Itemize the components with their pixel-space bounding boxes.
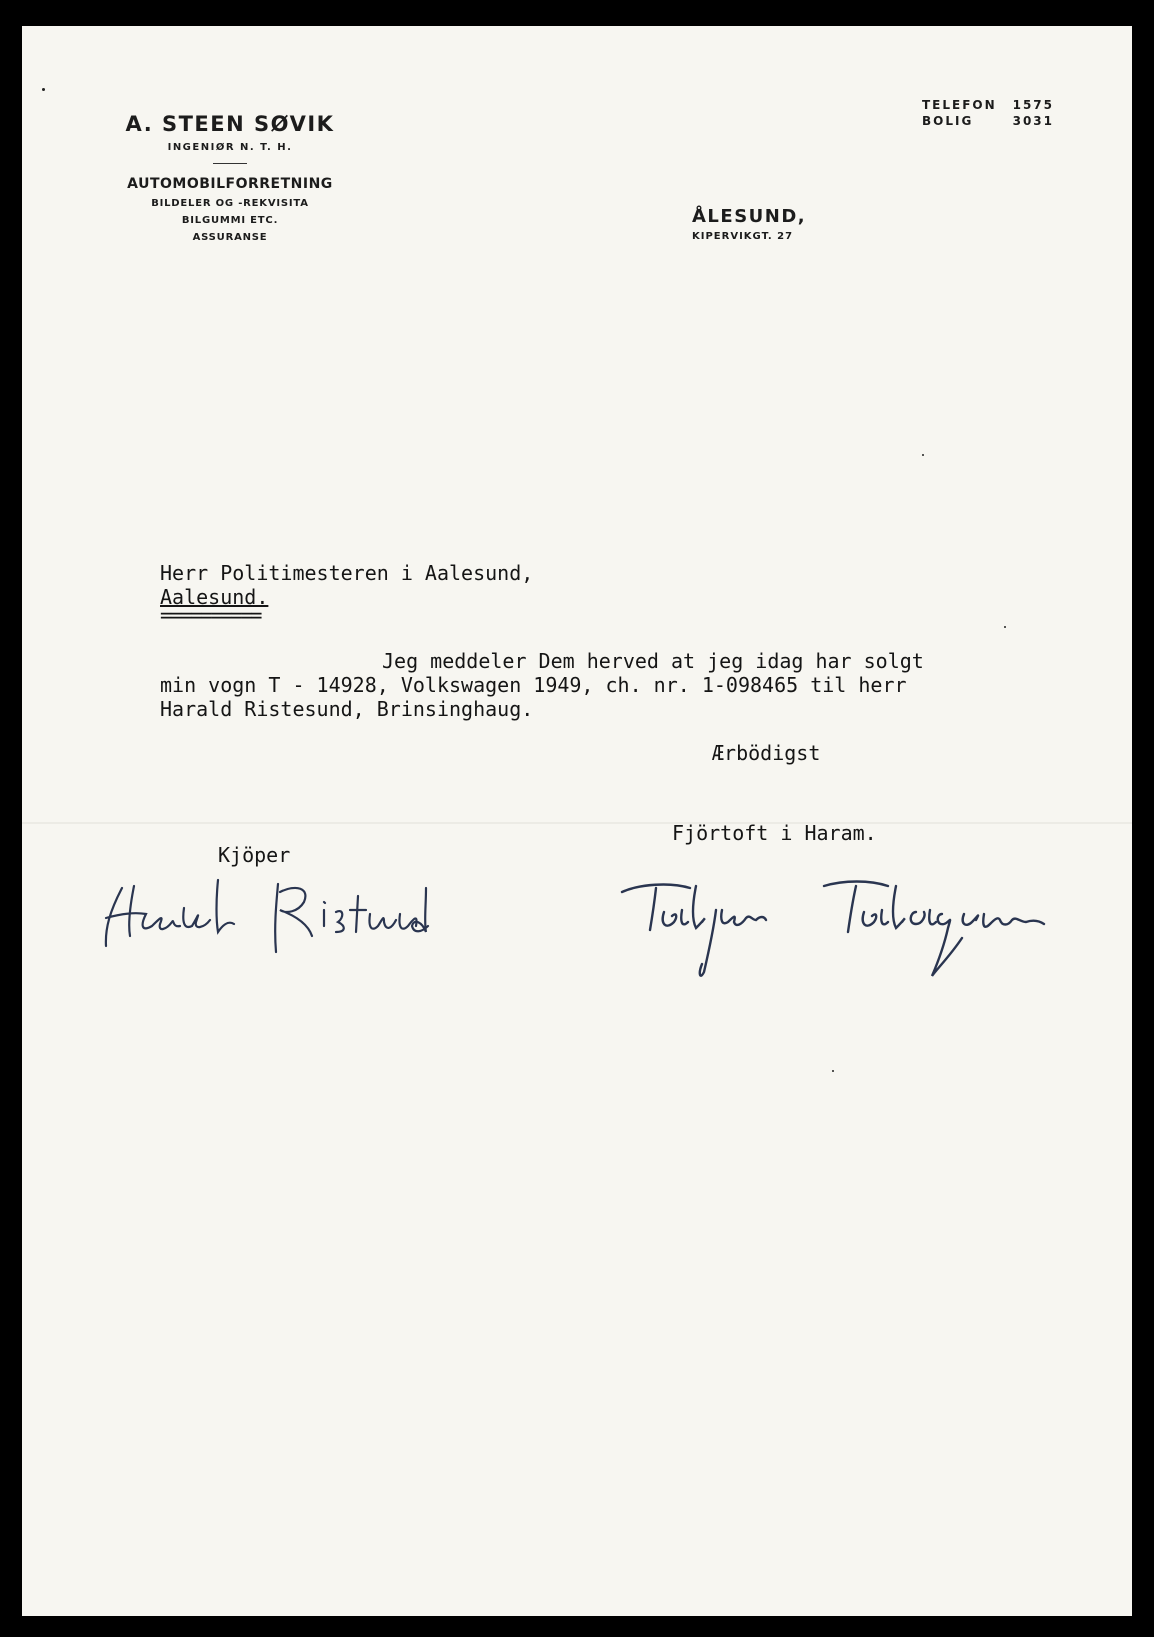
company-title: INGENIØR N. T. H. (167, 142, 293, 153)
body-line-2: min vogn T - 14928, Volkswagen 1949, ch. nr. 1-098465 til herr (160, 673, 907, 697)
body-line-1: Jeg meddeler Dem herved at jeg idag har solgt (382, 649, 924, 673)
phone-block (922, 98, 1054, 130)
business-type: AUTOMOBILFORRETNING (127, 176, 333, 192)
company-name: A. STEEN SØVIK (125, 112, 335, 136)
ink-speck (832, 1070, 834, 1072)
recipient-line: Herr Politimesteren i Aalesund, (160, 561, 534, 585)
bolig-row (922, 114, 1054, 128)
street-address: KIPERVIKGT. 27 (692, 231, 794, 242)
bolig-number: 3031 (1012, 114, 1054, 128)
buyer-signature (100, 866, 460, 956)
buyer-label: Kjöper (218, 843, 291, 867)
city-name: ÅLESUND, (692, 206, 807, 227)
ink-speck (1004, 626, 1006, 628)
bolig-label: BOLIG (922, 114, 974, 128)
city-address (692, 206, 806, 242)
business-line-3: ASSURANSE (192, 232, 268, 243)
telefon-number: 1575 (1012, 98, 1054, 112)
telefon-label: TELEFON (922, 98, 997, 112)
seller-signature (620, 876, 1120, 986)
page-fold (22, 822, 1132, 824)
recipient-city-underline: ========== (160, 603, 261, 627)
company-letterhead (100, 112, 360, 243)
sender-place: Fjörtoft i Haram. (672, 821, 877, 845)
letter-page (22, 26, 1132, 1616)
closing: Ærbödigst (712, 741, 821, 765)
letterhead-rule (213, 163, 247, 164)
ink-speck (922, 454, 924, 456)
business-line-2: BILGUMMI ETC. (181, 215, 279, 226)
telefon-row (922, 98, 1054, 112)
business-line-1: BILDELER OG -REKVISITA (151, 198, 309, 209)
recipient-city: Aalesund. (160, 585, 269, 609)
ink-speck (42, 88, 45, 91)
body-line-3: Harald Ristesund, Brinsinghaug. (160, 697, 534, 721)
